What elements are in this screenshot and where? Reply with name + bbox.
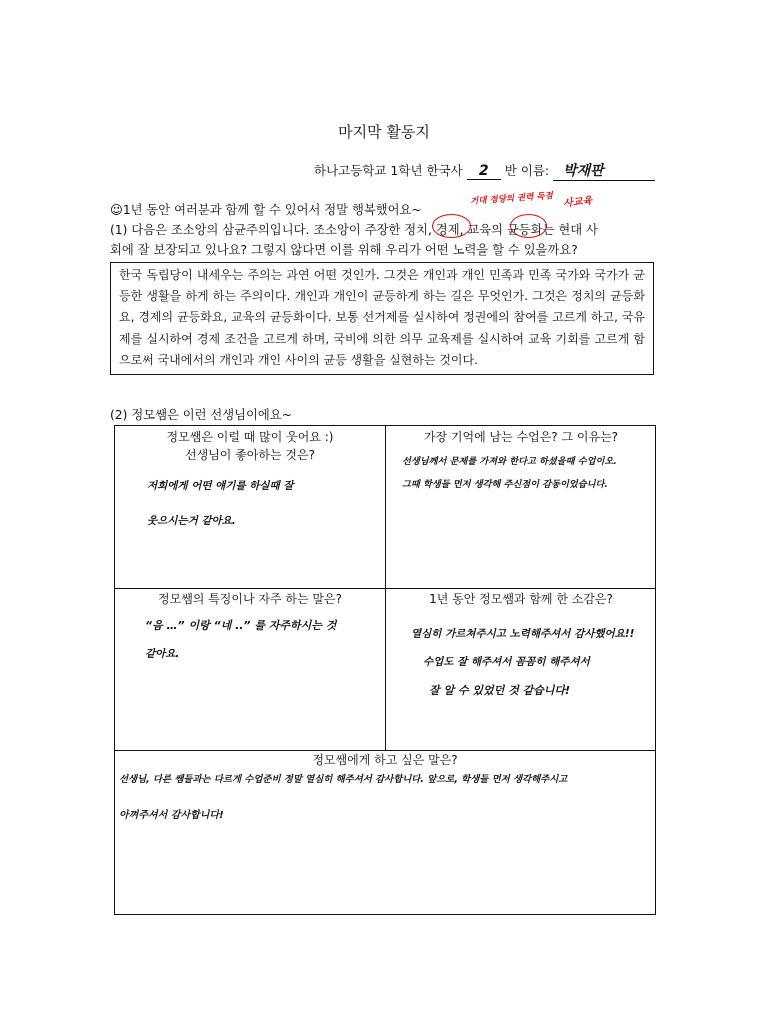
impression-answer-line1: 열심히 가르쳐주시고 노력해주셔서 감사했어요!!: [411, 628, 635, 640]
class-name-label: 반 이름:: [504, 163, 550, 178]
question-1-line1: (1) 다음은 조소앙의 삼균주의입니다. 조소앙이 주장한 정치, 경제, 교육의 균등화는 현대 사: [110, 223, 598, 237]
page-title: 마지막 활동지: [338, 123, 430, 141]
question-2-label: (2) 정모쌤은 이런 선생님이에요~: [110, 408, 292, 422]
annotation-education: 사교육: [562, 195, 593, 210]
school-class-label: 하나고등학교 1학년 한국사: [314, 163, 463, 178]
traits-question: 정모쌤의 특징이나 자주 하는 말은?: [158, 592, 342, 606]
message-answer-line2: 아껴주셔서 감사합니다!: [119, 810, 224, 821]
impression-answer-line3: 잘 알 수 있었던 것 같습니다!: [429, 684, 571, 697]
traits-answer-line2: 같아요.: [145, 648, 180, 660]
message-answer-line1: 선생님, 다른 쌤들과는 다르게 수업준비 정말 열심히 해주셔서 감사합니다. 앞으로, 학생들 먼저 생각해주시고: [119, 774, 568, 785]
intro-text: ☺1년 동안 여러분과 함께 할 수 있어서 정말 행복했어요~: [110, 203, 422, 217]
memorable-class-answer-line2: 그때 학생들 먼저 생각해 주신점이 감동이었습니다.: [402, 479, 608, 490]
message-question: 정모쌤에게 하고 싶은 말은?: [312, 753, 458, 767]
impression-question: 1년 동안 정모쌤과 함께 한 소감은?: [429, 592, 613, 606]
memorable-class-question: 가장 기억에 남는 수업은? 그 이유는?: [423, 430, 619, 444]
laugh-question-line2: 선생님이 좋아하는 것은?: [185, 448, 315, 462]
laugh-answer-line1: 저희에게 어떤 얘기를 하실때 잘: [147, 480, 294, 492]
laugh-question-line1: 정모쌤은 이럴 때 많이 웃어요 :): [166, 430, 334, 444]
teacher-answer-table: [114, 425, 656, 915]
traits-answer-line1: “음 …” 이랑 “네 ..” 를 자주하시는 것: [145, 619, 337, 632]
cell-laugh-question: [115, 428, 385, 464]
samgyun-passage-box: [110, 262, 654, 375]
class-number: 2: [467, 163, 501, 180]
student-name: 박재판: [553, 160, 655, 181]
samgyun-passage-text: 한국 독립당이 내세우는 주의는 과연 어떤 것인가. 그것은 개인과 개인 민족과 민족 국가와 국가가 균등한 생활을 하게 하는 주의이다. 개인과 개인이 균등하게 하는 길은 무엇인가. 그것은 정치의 균등화요, 경제의 균등화요, 교육의 균등화이다. 보통 선거제를 실시하여 정권에의 참여를 고르게 하고, 국유제를 실시하여 경제 조건을 고르게 하며, 국비에 의한 의무 교육제를 실시하여 교육 기회를 고르게 함으로써 국내에서의 개인과 개인 사이의 균등 생활을 실현하는 것이다.: [119, 268, 645, 367]
memorable-class-answer-line1: 선생님께서 문제를 가져와 한다고 하셨을때 수업이오.: [402, 456, 617, 467]
table-divider-row1: [115, 588, 655, 589]
question-1-line2: 회에 잘 보장되고 있나요? 그렇지 않다면 이를 위해 우리가 어떤 노력을 할 수 있을까요?: [110, 243, 578, 257]
annotation-politics: 거대 정당의 권력 독점: [469, 191, 554, 207]
impression-answer-line2: 수업도 잘 해주셔서 꼼꼼히 해주셔서: [423, 656, 590, 668]
laugh-answer-line2: 웃으시는거 같아요.: [147, 515, 236, 527]
student-info: [314, 160, 655, 181]
